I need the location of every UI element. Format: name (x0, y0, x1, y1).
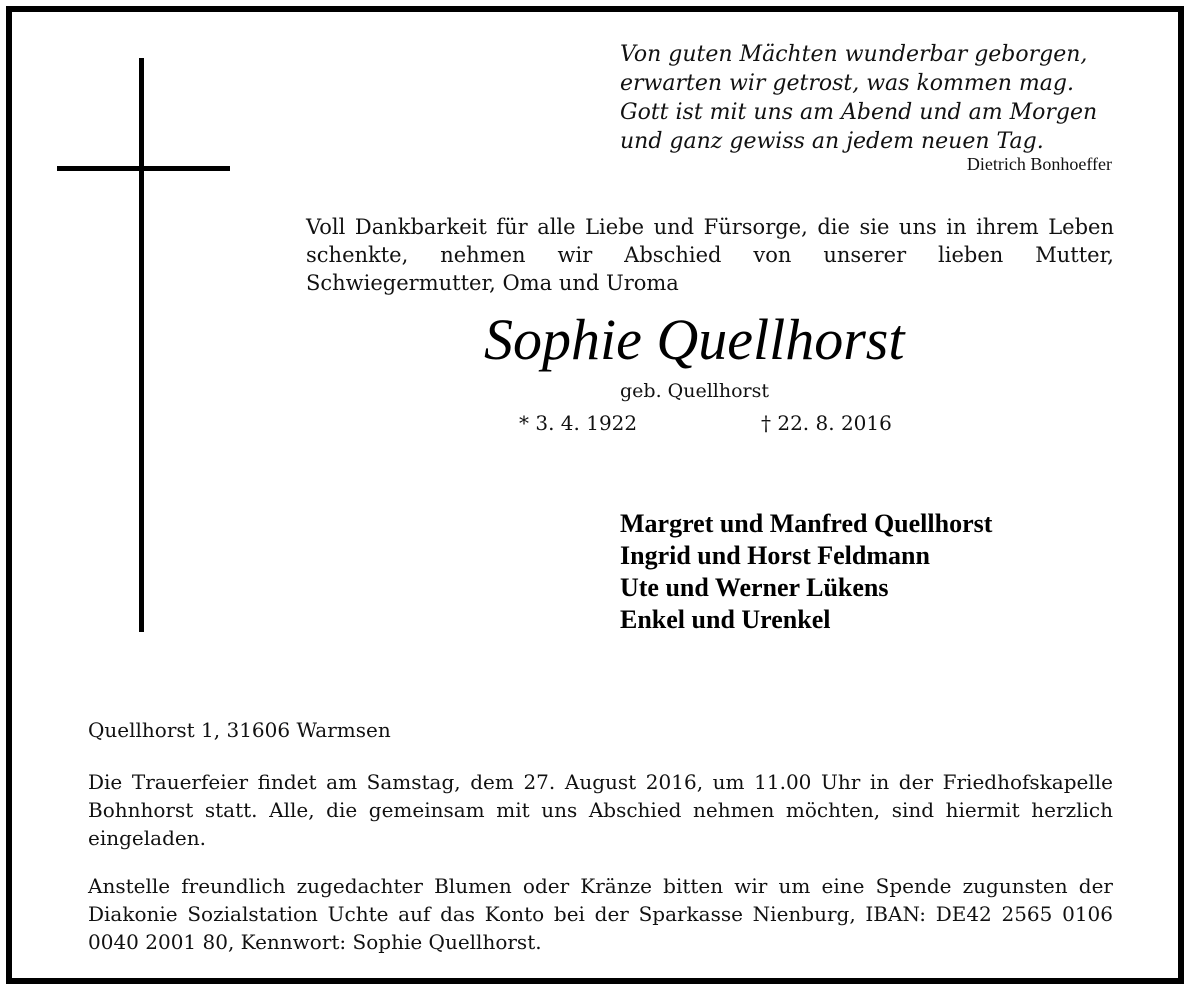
donation-info: Anstelle freundlich zugedachter Blumen oder Kränze bitten wir um eine Spende zugunsten der Diakonie Sozialstation Uchte auf das Konto bei der Sparkasse Nienburg, IBAN: DE42 2565 0106 0040 2001 80, Kennwort: Sophie Quellhorst. (88, 874, 1113, 954)
mourner: Ingrid und Horst Feldmann (620, 541, 930, 570)
poem-line: erwarten wir getrost, was kommen mag. (620, 71, 1074, 96)
cross-icon (139, 58, 144, 632)
poem (620, 40, 1115, 156)
birth-date: * 3. 4. 1922 (519, 411, 638, 435)
mourner: Ute und Werner Lükens (620, 573, 889, 602)
funeral-info: Die Trauerfeier findet am Samstag, dem 27. August 2016, um 11.00 Uhr in der Friedhofskapelle Bohnhorst statt. Alle, die gemeinsam mit uns Abschied nehmen möchten, sind hiermit herzlich eingeladen. (88, 770, 1113, 850)
maiden-name: geb. Quellhorst (620, 380, 770, 402)
death-date: † 22. 8. 2016 (761, 411, 892, 435)
intro-text: Voll Dankbarkeit für alle Liebe und Fürsorge, die sie uns in ihrem Leben schenkte, nehmen wir Abschied von unserer lieben Mutter, Schwiegermutter, Oma und Uroma (306, 215, 1114, 295)
poem-line: und ganz gewiss an jedem neuen Tag. (620, 129, 1044, 154)
poem-line: Gott ist mit uns am Abend und am Morgen (620, 100, 1098, 125)
poem-author: Dietrich Bonhoeffer (966, 154, 1112, 174)
cross-icon-bar (57, 166, 230, 171)
mourners-list (620, 508, 992, 636)
address: Quellhorst 1, 31606 Warmsen (88, 718, 391, 742)
poem-line: Von guten Mächten wunderbar geborgen, (620, 42, 1088, 67)
mourner: Enkel und Urenkel (620, 605, 831, 634)
deceased-name: Sophie Quellhorst (484, 307, 905, 372)
mourner: Margret und Manfred Quellhorst (620, 509, 993, 538)
